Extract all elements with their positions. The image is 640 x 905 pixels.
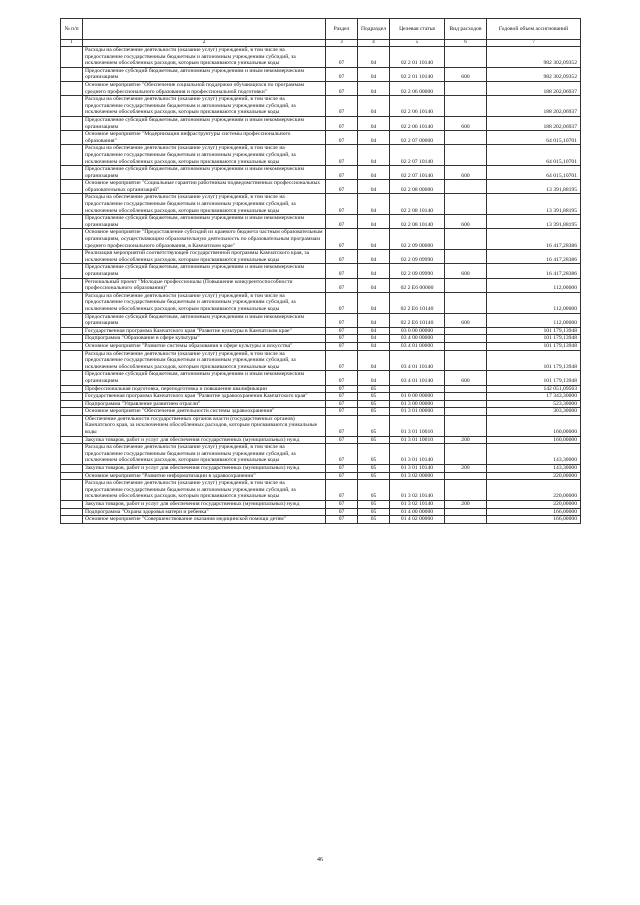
row-number-cell [61,166,83,180]
col-header-target-article: Целевая статья [390,19,445,40]
row-target-article-cell: 02 2 08 10140 [390,194,445,215]
table-row [61,47,581,68]
row-amount-cell: 142 051,09563 [487,385,581,393]
row-name-cell: Предоставление субсидий бюджетным, автономным учреждениям и иным некоммерческим организациям [83,166,326,180]
row-podrazdel-cell: 05 [358,408,390,416]
row-target-article-cell: 01 0 00 00000 [390,393,445,401]
table-row [61,166,581,180]
row-number-cell [61,371,83,385]
row-amount-cell: 16 417,28386 [487,264,581,278]
row-number-cell [61,180,83,194]
row-target-article-cell: 02 2 07 00000 [390,131,445,145]
col-header-annual-amount: Годовой объем ассигнований [487,19,581,40]
row-target-article-cell: 02 2 09 00000 [390,229,445,250]
row-razdel-cell: 07 [326,415,358,436]
row-number-cell [61,278,83,292]
row-razdel-cell: 07 [326,166,358,180]
table-row [61,131,581,145]
row-podrazdel-cell: 05 [358,444,390,465]
row-podrazdel-cell: 05 [358,465,390,473]
table-row [61,229,581,250]
row-number-cell [61,465,83,473]
row-podrazdel-cell: 04 [358,96,390,117]
row-target-article-cell: 02 2 01 10140 [390,67,445,81]
table-row [61,67,581,81]
row-razdel-cell: 07 [326,131,358,145]
row-target-article-cell: 01 3 02 10140 [390,501,445,509]
row-razdel-cell: 07 [326,264,358,278]
row-expense-type-cell [445,342,487,350]
row-amount-cell: 982 302,09352 [487,47,581,68]
row-podrazdel-cell: 04 [358,350,390,371]
row-name-cell: Профессиональная подготовка, переподготовка и повышение квалификации [83,385,326,393]
row-amount-cell: 112,00000 [487,278,581,292]
row-amount-cell: 166,00000 [487,508,581,516]
row-target-article-cell: 01 3 01 10140 [390,465,445,473]
row-number-cell [61,327,83,335]
row-amount-cell: 64 015,10701 [487,131,581,145]
column-number: 2 [83,40,326,47]
row-podrazdel-cell: 04 [358,292,390,313]
row-amount-cell: 16 417,28386 [487,250,581,264]
row-name-cell: Расходы на обеспечение деятельности (оказание услуг) учреждений, в том числе на предоставление государственным бюджетным и автономным учреждениям субсидий, за исключением обособленных расходов, которым присваиваются уникальные коды [83,444,326,465]
row-name-cell: Основное мероприятие "Развитие информатизации в здравоохранении" [83,472,326,480]
table-row [61,292,581,313]
row-amount-cell: 13 391,88195 [487,180,581,194]
row-razdel-cell: 07 [326,215,358,229]
row-target-article-cell: 02 2 01 10140 [390,47,445,68]
row-podrazdel-cell: 05 [358,436,390,444]
budget-table [60,18,581,524]
row-number-cell [61,408,83,416]
table-row [61,465,581,473]
row-expense-type-cell [445,472,487,480]
row-name-cell: Государственная программа Камчатского края "Развитие культуры в Камчатском крае" [83,327,326,335]
row-name-cell: Расходы на обеспечение деятельности (оказание услуг) учреждений, в том числе на предоставление государственным бюджетным и автономным учреждениям субсидий, за исключением обособленных расходов, которым присваиваются уникальные коды [83,350,326,371]
table-row [61,444,581,465]
table-row [61,250,581,264]
row-number-cell [61,508,83,516]
row-amount-cell: 101 179,13948 [487,350,581,371]
row-podrazdel-cell: 04 [358,264,390,278]
row-name-cell: Подпрограмма "Образование в сфере культуры" [83,335,326,343]
row-name-cell: Основное мероприятие "Модернизация инфраструктуры системы профессионального образования" [83,131,326,145]
row-number-cell [61,250,83,264]
row-expense-type-cell [445,508,487,516]
row-razdel-cell: 07 [326,501,358,509]
row-target-article-cell: 02 2 06 10140 [390,96,445,117]
row-razdel-cell: 07 [326,229,358,250]
row-podrazdel-cell: 05 [358,400,390,408]
row-number-cell [61,292,83,313]
row-podrazdel-cell: 05 [358,480,390,501]
table-row [61,96,581,117]
row-name-cell: Основное мероприятие "Социальные гарантии работникам подведомственных профессиональных образовательных организаций" [83,180,326,194]
row-razdel-cell: 07 [326,313,358,327]
col-header-number: № п/п [61,19,83,40]
table-row [61,480,581,501]
row-target-article-cell: 03 4 00 00000 [390,335,445,343]
row-expense-type-cell [445,96,487,117]
row-amount-cell: 143,30000 [487,465,581,473]
row-number-cell [61,472,83,480]
row-name-cell: Основное мероприятие "Обеспечение деятельности системы здравоохранения" [83,408,326,416]
row-number-cell [61,480,83,501]
row-amount-cell: 143,30000 [487,444,581,465]
table-row [61,327,581,335]
row-target-article-cell: 01 3 02 00000 [390,472,445,480]
row-podrazdel-cell: 04 [358,371,390,385]
row-target-article-cell: 02 2 09 09990 [390,264,445,278]
row-target-article-cell: 02 2 E6 00000 [390,278,445,292]
row-target-article-cell: 02 2 E6 10140 [390,292,445,313]
row-podrazdel-cell: 05 [358,516,390,524]
row-podrazdel-cell: 04 [358,47,390,68]
row-amount-cell: 13 391,88195 [487,215,581,229]
row-expense-type-cell [445,444,487,465]
row-target-article-cell: 02 2 07 10140 [390,166,445,180]
col-header-expense-type: Вид расходов [445,19,487,40]
row-razdel-cell: 07 [326,465,358,473]
row-razdel-cell: 07 [326,180,358,194]
row-number-cell [61,501,83,509]
row-podrazdel-cell: 05 [358,501,390,509]
row-expense-type-cell [445,180,487,194]
row-razdel-cell: 07 [326,145,358,166]
row-number-cell [61,313,83,327]
row-target-article-cell: 02 2 08 00000 [390,180,445,194]
row-amount-cell: 188 202,06937 [487,96,581,117]
row-expense-type-cell [445,335,487,343]
row-target-article-cell: 01 3 02 10140 [390,480,445,501]
row-target-article-cell: 02 2 07 10140 [390,145,445,166]
row-razdel-cell: 07 [326,385,358,393]
row-podrazdel-cell: 04 [358,145,390,166]
row-razdel-cell: 07 [326,81,358,95]
row-expense-type-cell: 200 [445,501,487,509]
row-target-article-cell: 03 0 00 00000 [390,327,445,335]
row-expense-type-cell: 600 [445,313,487,327]
table-row [61,145,581,166]
table-row [61,508,581,516]
row-number-cell [61,393,83,401]
row-podrazdel-cell: 04 [358,180,390,194]
row-name-cell: Реализация мероприятий соответствующей государственной программы Камчатского края, за исключением обособленных расходов, которым присваиваются уникальные коды [83,250,326,264]
table-row [61,472,581,480]
row-razdel-cell: 07 [326,194,358,215]
row-razdel-cell: 07 [326,393,358,401]
row-amount-cell: 101 179,13948 [487,342,581,350]
row-name-cell: Основное мероприятие "Обеспечение социальной поддержки обучающихся по программам среднего профессионального образования и профессиональной подготовки" [83,81,326,95]
row-target-article-cell: 01 4 00 00000 [390,508,445,516]
table-row [61,400,581,408]
row-amount-cell: 13 391,88195 [487,194,581,215]
row-number-cell [61,229,83,250]
row-podrazdel-cell: 04 [358,131,390,145]
row-podrazdel-cell: 05 [358,415,390,436]
table-row [61,350,581,371]
row-razdel-cell: 07 [326,436,358,444]
row-name-cell: Государственная программа Камчатского края "Развитие здравоохранения Камчатского края" [83,393,326,401]
row-podrazdel-cell: 04 [358,327,390,335]
row-amount-cell: 982 302,09352 [487,67,581,81]
row-amount-cell: 188 202,06937 [487,81,581,95]
row-expense-type-cell: 600 [445,264,487,278]
row-podrazdel-cell: 05 [358,508,390,516]
row-razdel-cell: 07 [326,400,358,408]
row-name-cell: Предоставление субсидий бюджетным, автономным учреждениям и иным некоммерческим организациям [83,313,326,327]
col-header-podrazdel: Подраздел [358,19,390,40]
table-row [61,194,581,215]
row-razdel-cell: 07 [326,371,358,385]
row-name-cell: Закупка товаров, работ и услуг для обеспечения государственных (муниципальных) нужд [83,436,326,444]
row-expense-type-cell: 600 [445,215,487,229]
row-amount-cell: 101 179,13948 [487,371,581,385]
table-row [61,501,581,509]
table-row [61,342,581,350]
row-amount-cell: 64 015,10701 [487,166,581,180]
row-expense-type-cell [445,400,487,408]
row-expense-type-cell [445,292,487,313]
row-podrazdel-cell: 04 [358,215,390,229]
table-row [61,180,581,194]
row-razdel-cell: 07 [326,250,358,264]
row-razdel-cell: 07 [326,444,358,465]
row-expense-type-cell [445,327,487,335]
row-target-article-cell: 01 4 02 00000 [390,516,445,524]
row-expense-type-cell: 600 [445,67,487,81]
table-row [61,215,581,229]
row-amount-cell: 220,00000 [487,480,581,501]
row-amount-cell: 220,00000 [487,472,581,480]
table-row [61,516,581,524]
row-number-cell [61,415,83,436]
row-expense-type-cell [445,415,487,436]
table-row [61,278,581,292]
row-name-cell: Обеспечение деятельности государственных органов власти (государственных органов) Камчатского края, за исключением обособленных расходов, которым присваиваются уникальные коды [83,415,326,436]
row-target-article-cell: 03 4 01 00000 [390,342,445,350]
row-expense-type-cell: 600 [445,371,487,385]
row-expense-type-cell [445,393,487,401]
row-number-cell [61,400,83,408]
row-amount-cell: 303,30000 [487,408,581,416]
row-target-article-cell: 03 4 01 10140 [390,371,445,385]
row-amount-cell: 160,00000 [487,415,581,436]
row-razdel-cell: 07 [326,408,358,416]
table-row [61,415,581,436]
row-expense-type-cell [445,81,487,95]
row-number-cell [61,516,83,524]
row-podrazdel-cell: 04 [358,313,390,327]
row-name-cell: Предоставление субсидий бюджетным, автономным учреждениям и иным некоммерческим организациям [83,215,326,229]
row-amount-cell: 160,00000 [487,436,581,444]
row-name-cell: Расходы на обеспечение деятельности (оказание услуг) учреждений, в том числе на предоставление государственным бюджетным и автономным учреждениям субсидий, за исключением обособленных расходов, которым присваиваются уникальные коды [83,194,326,215]
row-podrazdel-cell: 04 [358,250,390,264]
row-name-cell: Основное мероприятие "Совершенствование оказания медицинской помощи детям" [83,516,326,524]
row-target-article-cell: 01 3 01 10010 [390,436,445,444]
row-name-cell: Подпрограмма "Охрана здоровья матери и ребенка" [83,508,326,516]
row-name-cell: Предоставление субсидий бюджетным, автономным учреждениям и иным некоммерческим организациям [83,116,326,130]
row-name-cell: Основное мероприятие "Развитие системы образования в сфере культуры и искусства" [83,342,326,350]
table-row [61,335,581,343]
row-target-article-cell: 02 2 08 10140 [390,215,445,229]
row-razdel-cell: 07 [326,480,358,501]
row-name-cell: Закупка товаров, работ и услуг для обеспечения государственных (муниципальных) нужд [83,465,326,473]
row-expense-type-cell [445,408,487,416]
row-name-cell: Предоставление субсидий бюджетным, автономным учреждениям и иным некоммерческим организациям [83,264,326,278]
row-podrazdel-cell: 05 [358,472,390,480]
row-number-cell [61,335,83,343]
row-name-cell: Расходы на обеспечение деятельности (оказание услуг) учреждений, в том числе на предоставление государственным бюджетным и автономным учреждениям субсидий, за исключением обособленных расходов, которым присваиваются уникальные коды [83,480,326,501]
row-number-cell [61,47,83,68]
row-amount-cell: 112,00000 [487,292,581,313]
row-target-article-cell: 02 2 06 00000 [390,81,445,95]
row-target-article-cell: 02 2 09 09990 [390,250,445,264]
table-header-row [61,19,581,40]
row-podrazdel-cell: 04 [358,342,390,350]
row-target-article-cell: 01 3 01 10010 [390,415,445,436]
row-razdel-cell: 07 [326,350,358,371]
table-row [61,116,581,130]
row-podrazdel-cell: 05 [358,385,390,393]
row-amount-cell: 523,30000 [487,400,581,408]
row-expense-type-cell [445,480,487,501]
row-expense-type-cell: 200 [445,436,487,444]
column-number: 6 [445,40,487,47]
row-name-cell: Региональный проект "Молодые профессионалы (Повышение конкурентоспособности профессионального образования)" [83,278,326,292]
row-amount-cell: 17 343,30000 [487,393,581,401]
row-expense-type-cell [445,47,487,68]
row-podrazdel-cell: 04 [358,229,390,250]
row-razdel-cell: 07 [326,342,358,350]
column-number: 1 [61,40,83,47]
row-razdel-cell: 07 [326,292,358,313]
row-podrazdel-cell: 04 [358,194,390,215]
row-number-cell [61,385,83,393]
row-number-cell [61,81,83,95]
col-header-razdel: Раздел [326,19,358,40]
table-row [61,371,581,385]
table-row [61,436,581,444]
row-expense-type-cell [445,250,487,264]
row-amount-cell: 188 202,06937 [487,116,581,130]
row-number-cell [61,116,83,130]
row-podrazdel-cell: 04 [358,278,390,292]
row-amount-cell: 16 417,28386 [487,229,581,250]
row-amount-cell: 101 179,13948 [487,335,581,343]
row-number-cell [61,264,83,278]
table-row [61,81,581,95]
row-podrazdel-cell: 04 [358,67,390,81]
row-number-cell [61,145,83,166]
row-name-cell: Расходы на обеспечение деятельности (оказание услуг) учреждений, в том числе на предоставление государственным бюджетным и автономным учреждениям субсидий, за исключением обособленных расходов, которым присваиваются уникальные коды [83,292,326,313]
row-razdel-cell: 07 [326,335,358,343]
row-target-article-cell: 01 3 00 00000 [390,400,445,408]
row-target-article-cell: 02 2 E6 10140 [390,313,445,327]
row-name-cell: Предоставление субсидий бюджетным, автономным учреждениям и иным некоммерческим организациям [83,371,326,385]
row-target-article-cell: 01 3 01 10140 [390,444,445,465]
table-body [61,47,581,524]
row-expense-type-cell [445,516,487,524]
row-razdel-cell: 07 [326,278,358,292]
row-amount-cell: 220,00000 [487,501,581,509]
row-target-article-cell: 01 3 01 00000 [390,408,445,416]
row-expense-type-cell [445,145,487,166]
row-amount-cell: 166,00000 [487,516,581,524]
row-target-article-cell: 02 2 06 10140 [390,116,445,130]
table-row [61,408,581,416]
row-expense-type-cell [445,229,487,250]
row-expense-type-cell [445,385,487,393]
row-name-cell: Расходы на обеспечение деятельности (оказание услуг) учреждений, в том числе на предоставление государственным бюджетным и автономным учреждениям субсидий, за исключением обособленных расходов, которым присваиваются уникальные коды [83,96,326,117]
column-number-row [61,40,581,47]
table-row [61,313,581,327]
row-target-article-cell: 03 4 01 10140 [390,350,445,371]
row-razdel-cell: 07 [326,47,358,68]
row-name-cell: Предоставление субсидий бюджетным, автономным учреждениям и иным некоммерческим организациям [83,67,326,81]
row-podrazdel-cell: 04 [358,335,390,343]
row-podrazdel-cell: 04 [358,116,390,130]
row-razdel-cell: 07 [326,327,358,335]
row-number-cell [61,436,83,444]
row-expense-type-cell [445,131,487,145]
row-name-cell: Расходы на обеспечение деятельности (оказание услуг) учреждений, в том числе на предоставление государственным бюджетным и автономным учреждениям субсидий, за исключением обособленных расходов, которым присваиваются уникальные коды [83,145,326,166]
row-amount-cell: 112,00000 [487,313,581,327]
column-number: 7 [487,40,581,47]
row-number-cell [61,194,83,215]
row-name-cell: Основное мероприятие "Предоставление субсидий из краевого бюджета частным образовательным организациям, осуществляющим образовательную деятельность по образовательным программам среднего профессионального образования, в Камчатском крае" [83,229,326,250]
table-row [61,393,581,401]
row-number-cell [61,215,83,229]
row-expense-type-cell: 600 [445,116,487,130]
row-expense-type-cell [445,194,487,215]
row-podrazdel-cell: 04 [358,81,390,95]
row-razdel-cell: 07 [326,508,358,516]
row-number-cell [61,131,83,145]
row-number-cell [61,342,83,350]
row-expense-type-cell [445,350,487,371]
row-amount-cell: 64 015,10701 [487,145,581,166]
row-number-cell [61,444,83,465]
row-number-cell [61,96,83,117]
row-razdel-cell: 07 [326,67,358,81]
row-target-article-cell [390,385,445,393]
row-expense-type-cell [445,278,487,292]
row-podrazdel-cell: 04 [358,166,390,180]
col-header-name [83,19,326,40]
row-razdel-cell: 07 [326,472,358,480]
page-number: 46 [317,857,323,863]
row-name-cell: Закупка товаров, работ и услуг для обеспечения государственных (муниципальных) нужд [83,501,326,509]
row-razdel-cell: 07 [326,96,358,117]
table-row [61,385,581,393]
row-expense-type-cell: 600 [445,166,487,180]
row-name-cell: Расходы на обеспечение деятельности (оказание услуг) учреждений, в том числе на предоставление государственным бюджетным и автономным учреждениям субсидий, за исключением обособленных расходов, которым присваиваются уникальные коды [83,47,326,68]
row-expense-type-cell: 200 [445,465,487,473]
row-razdel-cell: 07 [326,116,358,130]
row-podrazdel-cell: 05 [358,393,390,401]
column-number: 4 [358,40,390,47]
table-row [61,264,581,278]
row-amount-cell: 101 179,13948 [487,327,581,335]
column-number: 3 [326,40,358,47]
row-name-cell: Подпрограмма "Управление развитием отрасли" [83,400,326,408]
column-number: 5 [390,40,445,47]
row-number-cell [61,350,83,371]
row-number-cell [61,67,83,81]
row-razdel-cell: 07 [326,516,358,524]
